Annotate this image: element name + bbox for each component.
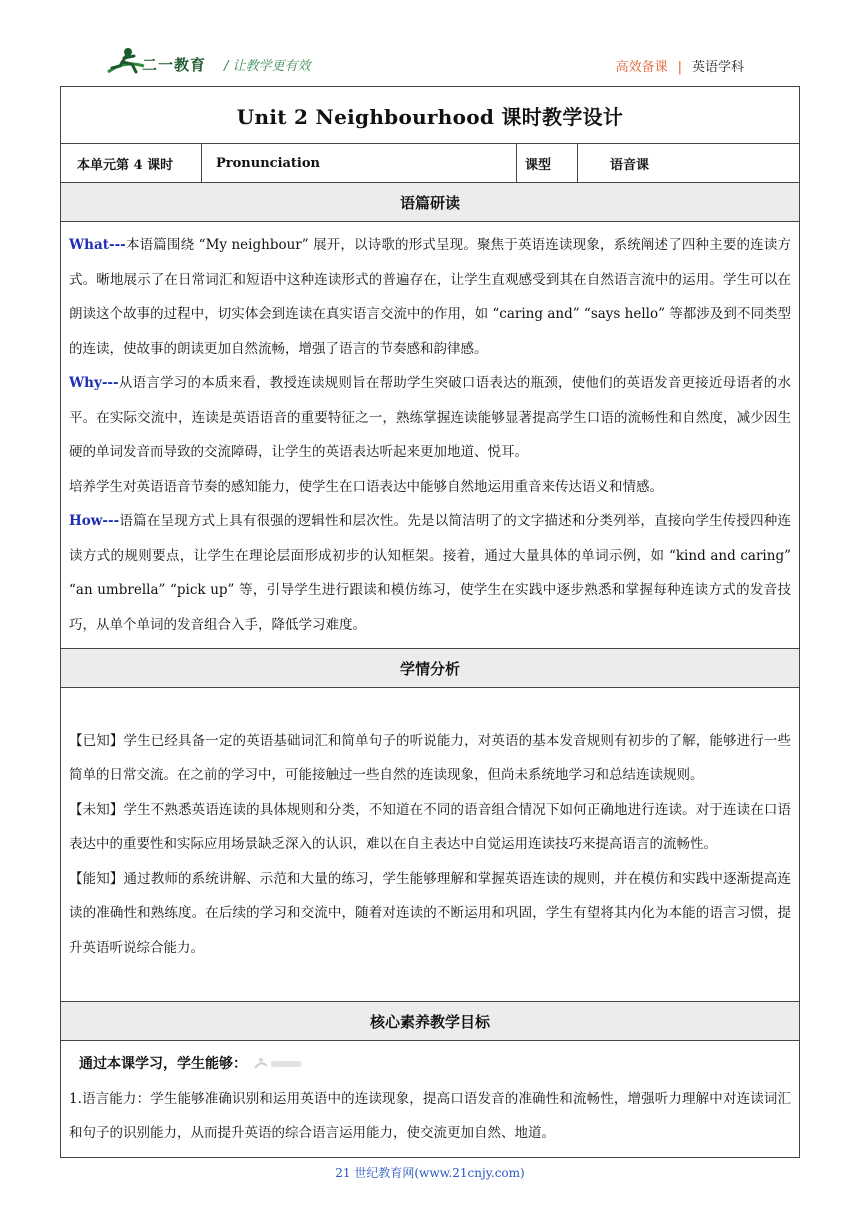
tag-efficient-prep: 高效备课 bbox=[615, 60, 668, 75]
unknown-paragraph: 【未知】学生不熟悉英语连读的具体规则和分类，不知道在不同的语音组合情况下如何正确地进行连读。对于连读在口语表达中的重要性和实际应用场景缺乏深入的认识，难以在自主表达中自觉运用连读技巧来提高语言的流畅性。 bbox=[69, 801, 791, 853]
page-footer: 21 世纪教育网(www.21cnjy.com) bbox=[335, 1166, 525, 1180]
goal-1: 1.语言能力：学生能够准确识别和运用英语中的连读现象，提高口语发音的准确性和流畅性，增强听力理解中对连读词汇和句子的识别能力，从而提升英语的综合语言运用能力，使交流更加自然、地道。 bbox=[69, 1090, 791, 1141]
known-paragraph: 【已知】学生已经具备一定的英语基础词汇和简单句子的听说能力，对英语的基本发音规则有初步的了解，能够进行一些简单的日常交流。在之前的学习中，可能接触过一些自然的连读现象，但尚未系统地学习和总结连读规则。 bbox=[69, 732, 791, 784]
how-keyword: How--- bbox=[69, 513, 120, 529]
lesson-type-label: 课型 bbox=[517, 144, 578, 183]
what-text: 本语篇围绕 “My neighbour” 展开，以诗歌的形式呈现。聚焦于英语连读现象，系统阐述了四种主要的连读方式。晰地展示了在日常词汇和短语中这种连读形式的普遍存在，让学生直观感受到其在自然语言流中的运用。学生可以在朗读这个故事的过程中，切实体会到连读在真实语言交流中的作用，如 “caring and” “says hello” 等都涉及到不同类型的连读，使故事的朗读更加自然流畅，增强了语言的节奏感和韵律感。 bbox=[69, 237, 791, 357]
section-heading-core-goals: 核心素养教学目标 bbox=[61, 1002, 800, 1041]
how-text: 语篇在呈现方式上具有很强的逻辑性和层次性。先是以简洁明了的文字描述和分类列举，直接向学生传授四种连读方式的规则要点，让学生在理论层面形成初步的认知框架。接着，通过大量具体的单词示例，如 “kind and caring” “an umbrella” “pick up” 等，引导学生进行跟读和模仿练习，使学生在实践中逐步熟悉和掌握每种连读方式的发音技巧，从单个单词的发音组合入手，降低学习难度。 bbox=[69, 513, 791, 633]
tag-subject: 英语学科 bbox=[691, 60, 744, 75]
watermark-logo-icon bbox=[251, 1056, 307, 1072]
goals-intro bbox=[69, 1047, 791, 1082]
how-paragraph bbox=[69, 504, 791, 642]
section-heading-text-study: 语篇研读 bbox=[61, 183, 800, 222]
lesson-type-value: 语音课 bbox=[578, 144, 800, 183]
lesson-topic: Pronunciation bbox=[202, 144, 517, 183]
section-heading-learner-analysis: 学情分析 bbox=[61, 649, 800, 688]
learner-analysis-body bbox=[61, 688, 800, 1002]
page-title: Unit 2 Neighbourhood 课时教学设计 bbox=[61, 87, 800, 144]
lesson-plan-table bbox=[60, 86, 800, 1158]
slogan: / 让教学更有效 bbox=[224, 59, 311, 74]
why-paragraph bbox=[69, 366, 791, 470]
what-keyword: What--- bbox=[69, 237, 126, 253]
what-paragraph bbox=[69, 228, 791, 366]
able-paragraph: 【能知】通过教师的系统讲解、示范和大量的练习，学生能够理解和掌握英语连读的规则，并在模仿和实践中逐渐提高连读的准确性和熟练度。在后续的学习和交流中，随着对连读的不断运用和巩固，学生有望将其内化为本能的语言习惯，提升英语听说综合能力。 bbox=[69, 870, 791, 956]
text-study-body bbox=[61, 222, 800, 649]
why-keyword: Why--- bbox=[69, 375, 119, 391]
meta-row bbox=[61, 144, 800, 183]
why-text: 从语言学习的本质来看，教授连读规则旨在帮助学生突破口语表达的瓶颈，使他们的英语发音更接近母语者的水平。在实际交流中，连读是英语语音的重要特征之一，熟练掌握连读能够显著提高学生口语的流畅性和自然度，减少因生硬的单词发音而导致的交流障碍，让学生的英语表达听起来更加地道、悦耳。 bbox=[69, 375, 791, 460]
logo-text: 二一教育 bbox=[142, 56, 207, 74]
goals-intro-text: 通过本课学习，学生能够： bbox=[79, 1056, 247, 1072]
why-extra-paragraph: 培养学生对英语语音节奏的感知能力，使学生在口语表达中能够自然地运用重音来传达语义和情感。 bbox=[69, 478, 663, 495]
tag-separator: | bbox=[677, 60, 682, 75]
header-tags bbox=[616, 56, 744, 75]
page-header bbox=[0, 0, 860, 86]
core-goals-body bbox=[61, 1041, 800, 1158]
lesson-number-label: 本单元第 4 课时 bbox=[61, 144, 202, 183]
